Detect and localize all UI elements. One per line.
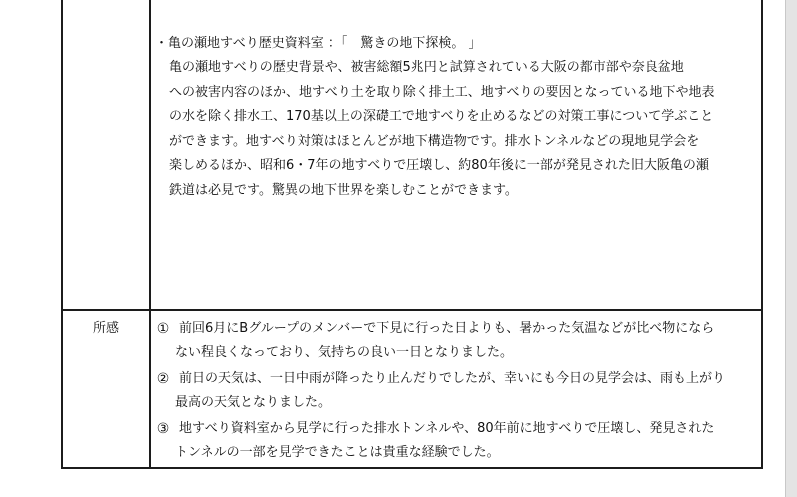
item-number: ① <box>156 321 170 337</box>
table-row-material <box>62 0 762 310</box>
empty-label-cell <box>62 0 150 310</box>
impression-item <box>151 317 761 365</box>
impressions-label: 所感 <box>62 310 150 468</box>
material-line: の水を除く排水工、170基以上の深礎工で地すべりを止めるなどの対策工事について学ぶこと <box>169 109 714 124</box>
material-line: 亀の瀬地すべりの歴史背景や、被害総額5兆円と試算されている大阪の都市部や奈良盆地 <box>169 60 684 75</box>
material-line: への被害内容のほか、地すべり土を取り除く排土工、地すべりの要因となっている地下や地表 <box>169 84 715 100</box>
viewer-scroll-gutter <box>785 0 797 497</box>
report-table <box>61 0 763 469</box>
impression-line: 前日の天気は、一日中雨が降ったり止んだりでしたが、幸いにも今日の見学会は、雨も上がり <box>179 371 726 386</box>
impression-item <box>151 367 761 415</box>
material-line: ができます。地すべり対策はほとんどが地下構造物です。排水トンネルなどの現地見学会を <box>169 133 700 149</box>
impression-item <box>151 417 761 465</box>
impression-line: 地すべり資料室から見学に行った排水トンネルや、80年前に地すべりで圧壊し、発見された <box>179 421 715 436</box>
material-description-cell <box>150 0 762 310</box>
impression-line: 最高の天気となりました。 <box>175 395 332 410</box>
impression-line: ない程良くなっており、気持ちの良い一日となりました。 <box>175 345 514 360</box>
material-heading: ・亀の瀬地すべり歴史資料室 ：「 驚きの地下探検。 」 <box>155 36 482 51</box>
impression-line: トンネルの一部を見学できたことは貴重な経験でした。 <box>175 445 500 460</box>
impression-line: 前回6月にBグループのメンバーで下見に行った日よりも、暑かった気温などが比べ物になら <box>179 321 715 336</box>
item-number: ③ <box>156 421 170 437</box>
item-number: ② <box>156 371 170 387</box>
material-line: 鉄道は必見です。驚異の地下世界を楽しむことができます。 <box>169 182 518 198</box>
impressions-cell <box>150 310 762 468</box>
material-line: 楽しめるほか、昭和6・7年の地すべりで圧壊し、約80年後に一部が発見された旧大阪亀の瀬 <box>169 158 709 173</box>
table-row-impressions <box>62 310 762 468</box>
